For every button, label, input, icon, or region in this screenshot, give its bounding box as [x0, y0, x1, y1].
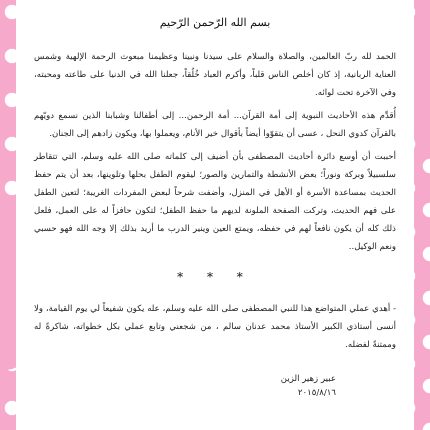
section-divider-stars: * * *	[177, 270, 253, 284]
paragraph-method: أحببت أن أوسع دائرة أحاديث المصطفى بأن أضيف إلى كلماته صلى الله عليه وسلم، التي تتقاطر سلسبيلاً وبركة ونوراً؛ بعض الأنشطة والتمارين والصور؛ ليقوم الطفل بحلها وتلوينها، بعد أن يتم حفظ الحديث بمساعدة الأسرة أو الأهل في المنزل، وأضفت شرحاً لبعض المفردات الغريبة؛ لتعين الطفل على فهم الحديث، وتركت الصفحة الملونة لديهم ما حفظ الطفل؛ لتكون حافزاً له على العمل، فلعل ذلك كله أن يكون نافعاً لهم في حفظه، ويمتع العين وينير الدرب ما أريد بذلك إلا وجه الله فهو حسبي ونعم الوكيل..	[34, 152, 396, 252]
signature-block	[34, 372, 396, 400]
paragraph-dedication: أُقدِّم هذه الأحاديث النبوية إلى أمة القرآن... أمة الرحمن... إلى أطفالنا وشبابنا الذين نسمع دويّهم بالقرآن كدوي النحل ، عسى أن يتقوّوا أيضاً بأقوال خير الأنام، ويعملوا بها، ويكون زادهم إلى الجنان.	[34, 111, 396, 139]
paragraph-gift: - أهدي عملي المتواضع هذا للنبي المصطفى صلى الله عليه وسلم، عله يكون شفيعاً لي يوم القيامة، ولا أنسى أستاذي الكبير الأستاذ محمد عدنان سالم ، من شجعني وتابع عملي بكل خطواته، شاكرةً له وممتنةً لفضله.	[34, 304, 396, 350]
paragraph-intro: الحمد لله ربّ العالمين، والصلاة والسلام على سيدنا ونبينا وعظيمنا مبعوث الرحمة الإلهية وشمس العناية الربانية، إذ كان أخلص الناس قلباً، وأكرم العباد خُلُقاً، جعلنا الله في الدنيا على طاعته ومحبته، وفي الآخرة تحت لوائه.	[34, 52, 396, 98]
signature-name: عبير زهير الزين	[280, 374, 336, 384]
signature-date: ٢٠١٥/٨/١٦	[297, 388, 336, 398]
document-body	[34, 14, 396, 400]
document-page	[16, 0, 414, 430]
basmala-heading: بسم الله الرّحمن الرّحيم	[159, 16, 271, 29]
